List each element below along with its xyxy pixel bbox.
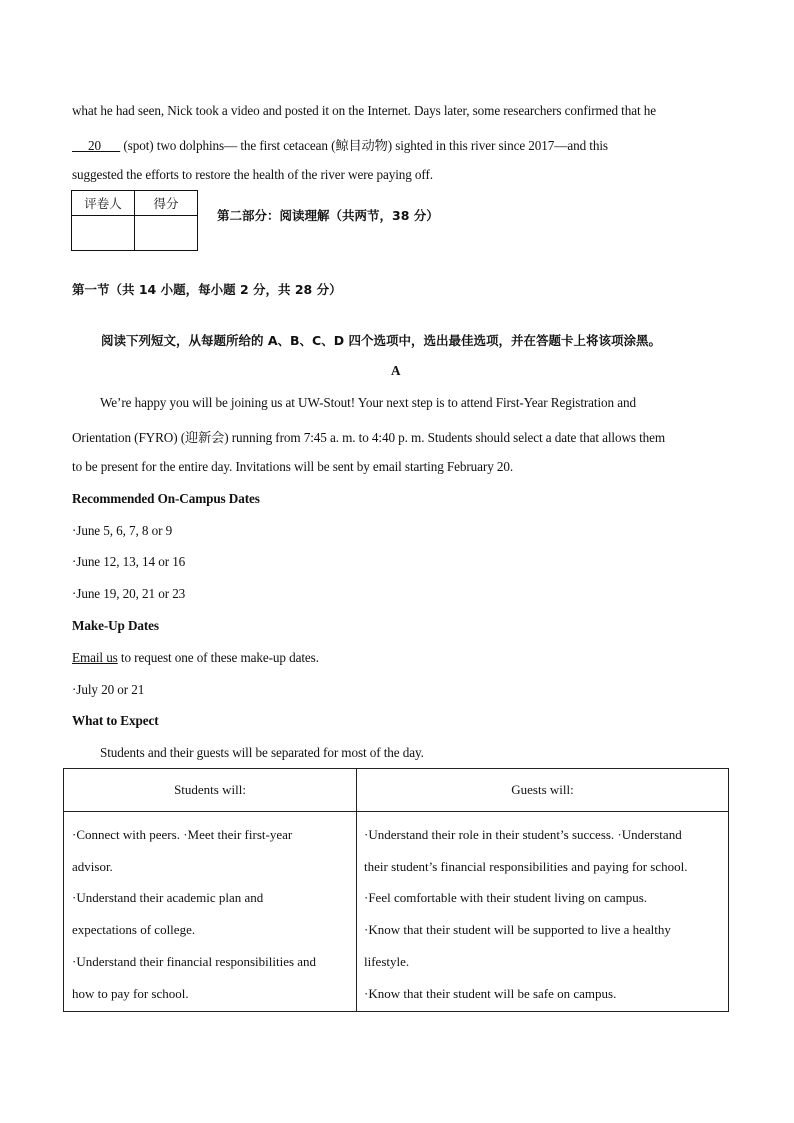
intro-line-1: what he had seen, Nick took a video and posted it on the Internet. Days later, some researchers confirmed that he: [72, 103, 656, 118]
paragraph-line-2: Orientation (FYRO) (迎新会) running from 7:45 a. m. to 4:40 p. m. Students should select a date that allows them: [72, 430, 666, 445]
guests-line-3: ·Feel comfortable with their student living on campus.: [364, 890, 648, 905]
makeup-text: [72, 650, 319, 666]
students-line-5: ·Understand their financial responsibilities and: [72, 954, 317, 969]
guests-line-4: ·Know that their student will be supported to live a healthy: [364, 922, 671, 937]
instructions: 阅读下列短文，从每题所给的 A、B、C、D 四个选项中，选出最佳选项，并在答题卡上将该项涂黑。: [101, 333, 661, 348]
guests-line-6: ·Know that their student will be safe on campus.: [364, 986, 617, 1001]
score-box-grader-cell[interactable]: [72, 216, 135, 251]
answer-blank[interactable]: [72, 138, 120, 153]
intro-line-2: [72, 135, 608, 154]
table-header-guests: Guests will:: [511, 782, 574, 797]
makeup-text-rest: to request one of these make-up dates.: [120, 650, 319, 665]
makeup-date-1: ·July 20 or 21: [72, 682, 145, 697]
guests-line-5: lifestyle.: [364, 954, 410, 969]
passage-label: A: [391, 363, 401, 378]
recommended-date-2: ·June 12, 13, 14 or 16: [72, 554, 186, 569]
expectations-table: [63, 768, 729, 1012]
score-box-score-label: 得分: [135, 191, 198, 216]
students-line-4: expectations of college.: [72, 922, 196, 937]
email-us-link[interactable]: Email us: [72, 650, 118, 665]
students-line-2: advisor.: [72, 859, 113, 874]
recommended-date-1: ·June 5, 6, 7, 8 or 9: [72, 523, 173, 538]
recommended-date-3: ·June 19, 20, 21 or 23: [72, 586, 186, 601]
part2-heading: 第二部分：阅读理解（共两节，38 分）: [217, 208, 439, 223]
recommended-heading: Recommended On-Campus Dates: [72, 491, 260, 506]
table-header-students: Students will:: [174, 782, 246, 797]
blank-answer: 20: [88, 138, 101, 153]
paragraph-line-1: We’re happy you will be joining us at UW-Stout! Your next step is to attend First-Year Registration and: [100, 395, 636, 410]
paragraph-line-3: to be present for the entire day. Invitations will be sent by email starting February 20.: [72, 459, 514, 474]
guests-line-2: their student’s financial responsibilities and paying for school.: [364, 859, 688, 874]
score-box: [71, 190, 198, 251]
expect-heading: What to Expect: [72, 713, 159, 728]
score-box-grader-label: 评卷人: [72, 191, 135, 216]
students-line-3: ·Understand their academic plan and: [72, 890, 264, 905]
students-line-1: ·Connect with peers. ·Meet their first-year: [72, 827, 293, 842]
score-box-score-cell[interactable]: [135, 216, 198, 251]
guests-line-1: ·Understand their role in their student’s success. ·Understand: [364, 827, 682, 842]
makeup-heading: Make-Up Dates: [72, 618, 159, 633]
table-row-divider: [64, 811, 728, 812]
section1-heading: 第一节（共 14 小题，每小题 2 分，共 28 分）: [72, 282, 342, 297]
expect-text: Students and their guests will be separated for most of the day.: [100, 745, 424, 760]
students-line-6: how to pay for school.: [72, 986, 189, 1001]
intro-line-2-rest: (spot) two dolphins— the first cetacean (鲸目动物) sighted in this river since 2017—and this: [123, 138, 608, 153]
intro-line-3: suggested the efforts to restore the health of the river were paying off.: [72, 167, 433, 182]
